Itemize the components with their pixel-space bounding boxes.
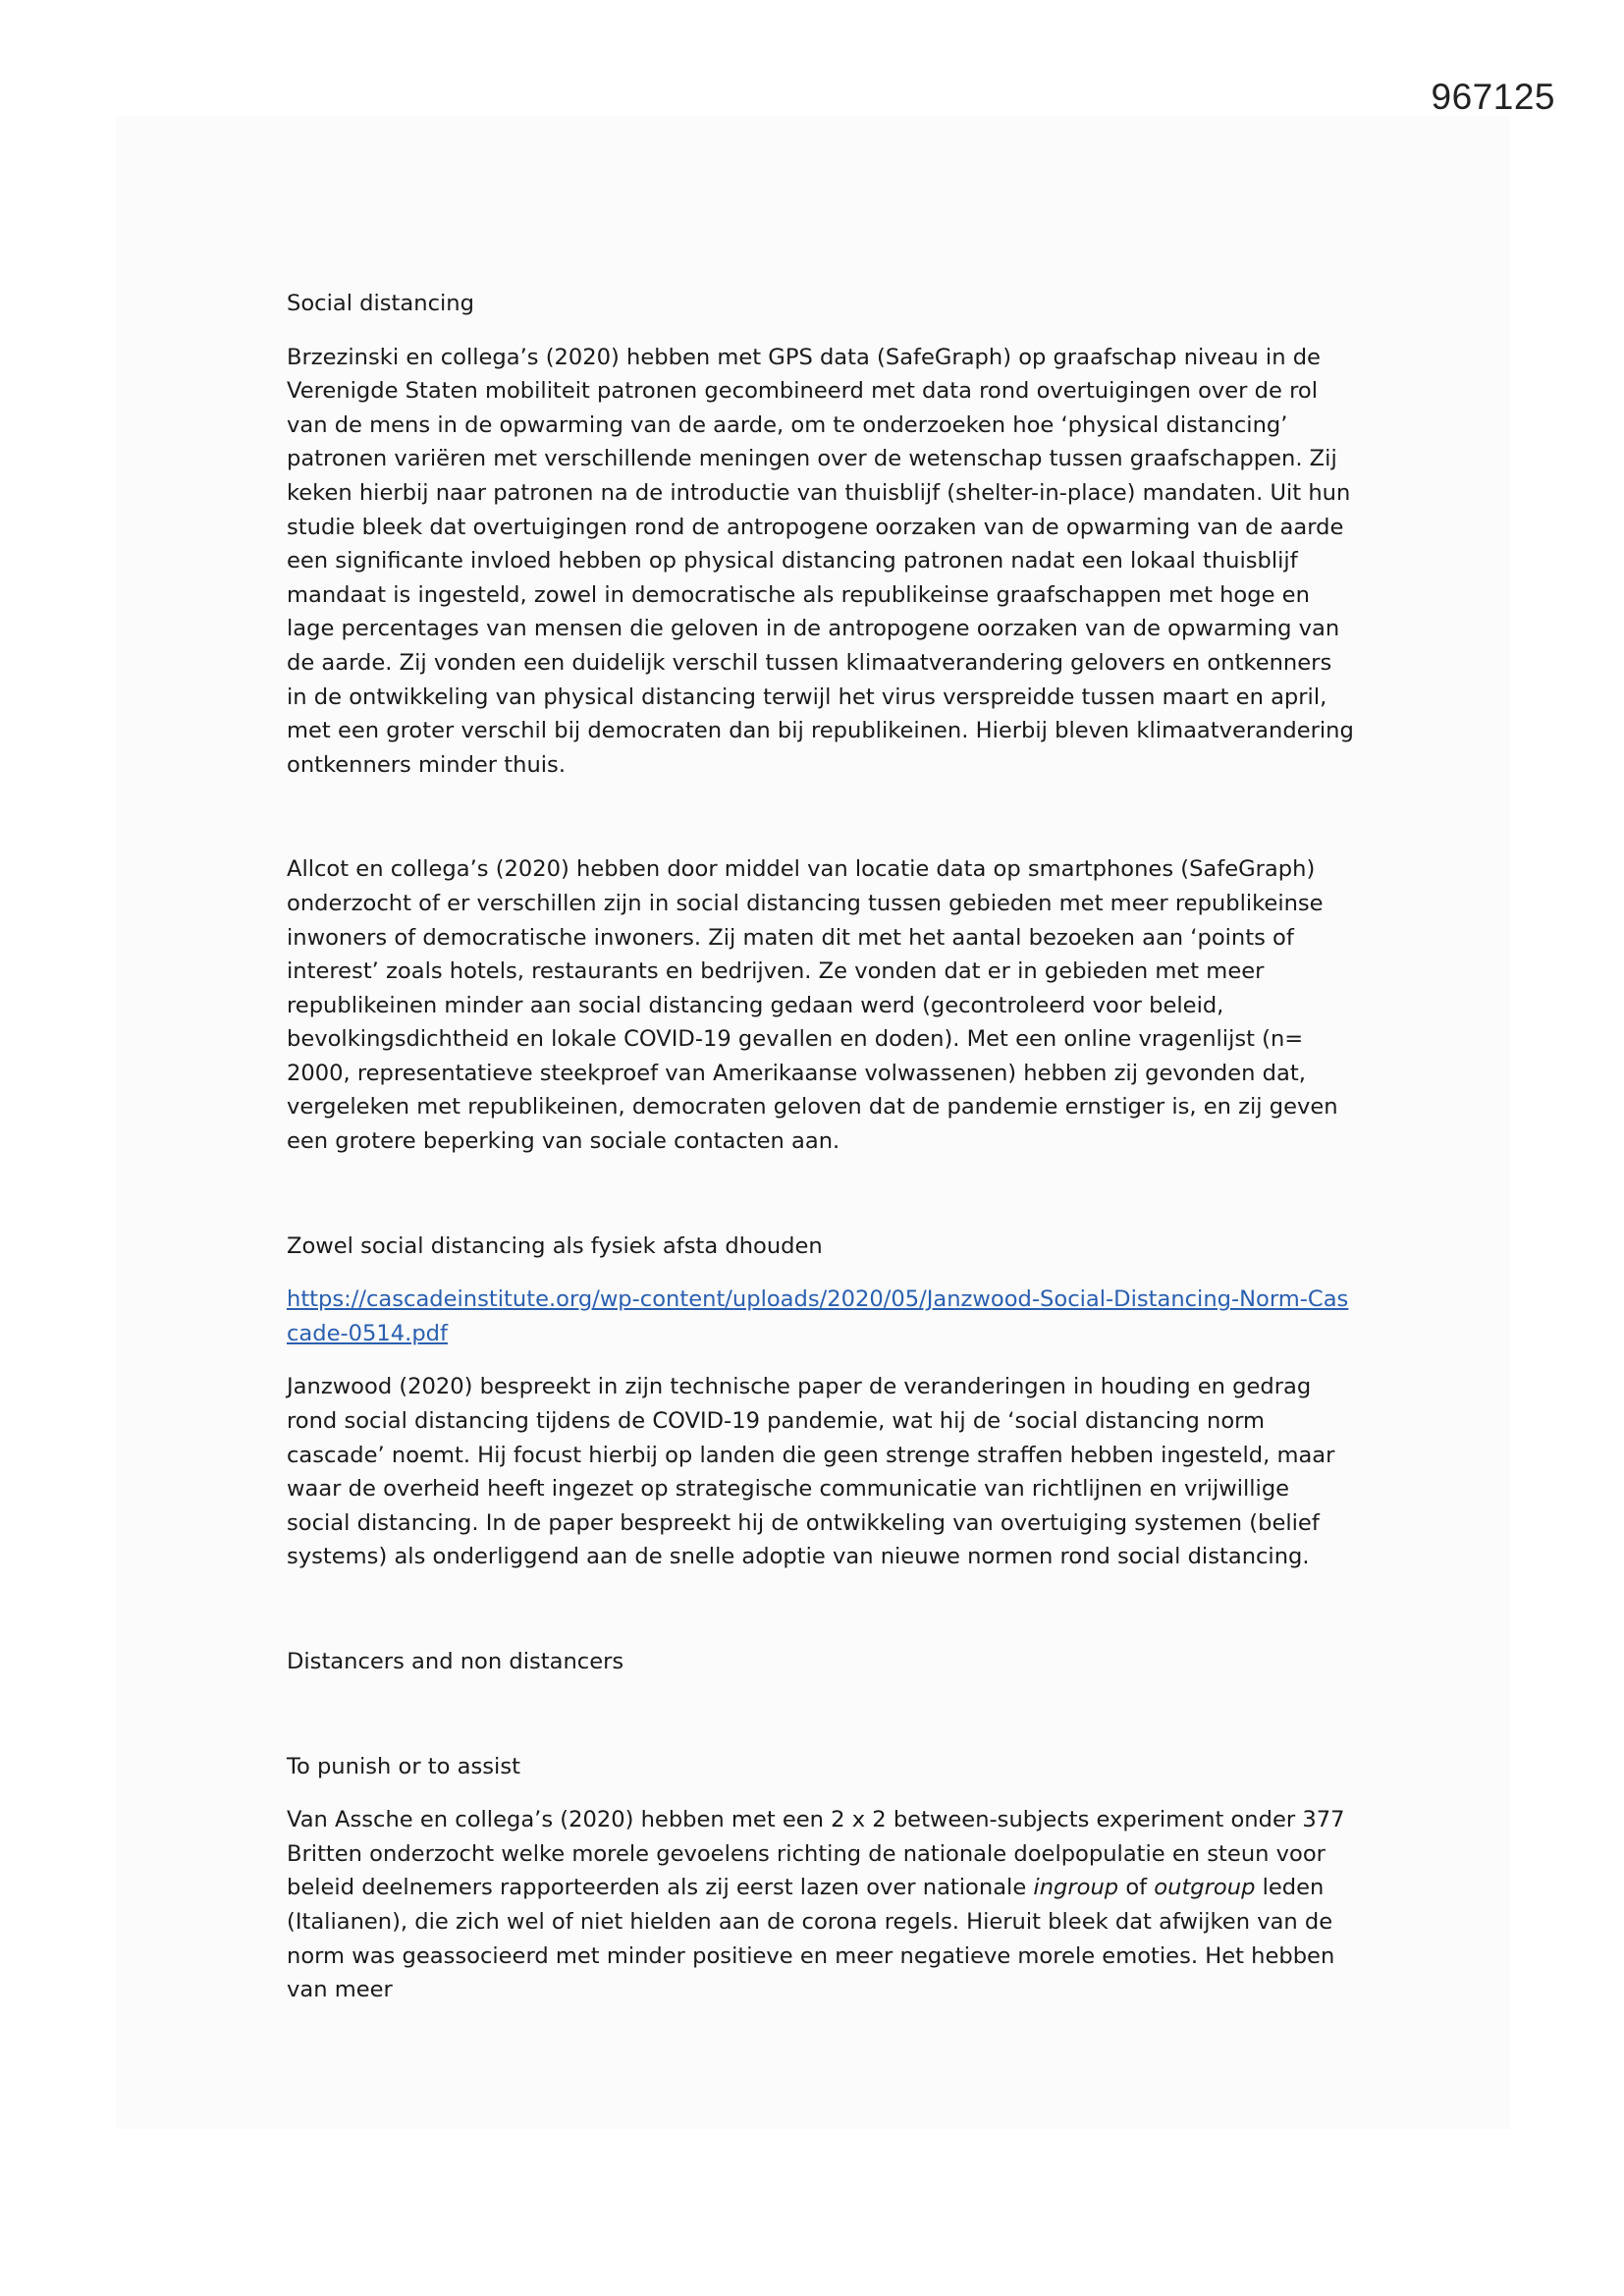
- outgroup-term: outgroup: [1154, 1875, 1256, 1901]
- paragraph-van-assche-mid: of: [1118, 1875, 1155, 1901]
- paragraph-allcot: Allcot en collega’s (2020) hebben door middel van locatie data op smartphones (SafeGraph) onderzocht of er verschillen zijn in social distancing tussen gebieden met meer republikeinse inwoners of democratische inwoners. Zij maten dit met het aantal bezoeken aan ‘points of interest’ zoals hotels, restaurants en bedrijven. Ze vonden dat er in gebieden met meer republikeinen minder aan social distancing gedaan werd (gecontroleerd voor beleid, bevolkingsdichtheid en lokale COVID-19 gevallen en doden). Met een online vragenlijst (n= 2000, representatieve steekproef van Amerikaanse volwassenen) hebben zij gevonden dat, vergeleken met republikeinen, democraten geloven dat de pandemie ernstiger is, en zij geven een grotere beperking van sociale contacten aan.: [287, 856, 1338, 1155]
- section-heading-both: Zowel social distancing als fysiek afsta dhouden: [287, 1232, 823, 1259]
- paragraph-janzwood: Janzwood (2020) bespreekt in zijn technische paper de veranderingen in houding en gedrag rond social distancing tijdens de COVID-19 pandemie, wat hij de ‘social distancing norm cascade’ noemt. Hij focust hierbij op landen die geen strenge straffen hebben ingesteld, maar waar de overheid heeft ingezet op strategische communicatie van richtlijnen en vrijwillige social distancing. In de paper bespreekt hij de ontwikkeling van overtuiging systemen (belief systems) als onderliggend aan de snelle adoptie van nieuwe normen rond social distancing.: [287, 1374, 1335, 1570]
- paragraph-van-assche: [287, 1803, 1357, 2007]
- janzwood-link[interactable]: https://cascadeinstitute.org/wp-content/uploads/2020/05/Janzwood-Social-Distancing-Norm-Cascade-0514.pdf: [287, 1286, 1349, 1346]
- section-heading-social-distancing: Social distancing: [287, 291, 474, 316]
- document-number: 967125: [1431, 77, 1555, 117]
- ingroup-term: ingroup: [1033, 1875, 1119, 1901]
- section-heading-distancers: Distancers and non distancers: [287, 1649, 624, 1674]
- section-heading-punish: To punish or to assist: [287, 1753, 520, 1779]
- paragraph-brzezinski: Brzezinski en collega’s (2020) hebben met GPS data (SafeGraph) op graafschap niveau in de Verenigde Staten mobiliteit patronen gecombineerd met data rond overtuigingen over de rol van de mens in de opwarming van de aarde, om te onderzoeken hoe ‘physical distancing’ patronen variëren met verschillende meningen over de wetenschap tussen graafschappen. Zij keken hierbij naar patronen na de introductie van thuisblijf (shelter-in-place) mandaten. Uit hun studie bleek dat overtuigingen rond de antropogene oorzaken van de opwarming van de aarde een significante invloed hebben op physical distancing patronen nadat een lokaal thuisblijf mandaat is ingesteld, zowel in democratische als republikeinse graafschappen met hoge en lage percentages van mensen die geloven in de antropogene oorzaken van de opwarming van de aarde. Zij vonden een duidelijk verschil tussen klimaatverandering gelovers en ontkenners in de ontwikkeling van physical distancing terwijl het virus verspreidde tussen maart en april, met een groter verschil bij democraten dan bij republikeinen. Hierbij bleven klimaatverandering ontkenners minder thuis.: [287, 344, 1354, 778]
- paragraph-van-assche-start: Van Assche en collega’s (2020) hebben met een 2 x 2 between-subjects experiment onder 377 Britten onderzocht welke morele gevoelens richting de nationale doelpopulatie en steun voor beleid deelnemers rapporteerden als zij eerst lazen over nationale: [287, 1807, 1345, 1901]
- paragraph-van-assche-end: leden (Italianen), die zich wel of niet hielden aan de corona regels. Hieruit bleek dat afwijken van de norm was geassocieerd met minder positieve en meer negatieve morele emoties. Het hebben van meer: [287, 1875, 1335, 2003]
- document-body: [287, 287, 1357, 2007]
